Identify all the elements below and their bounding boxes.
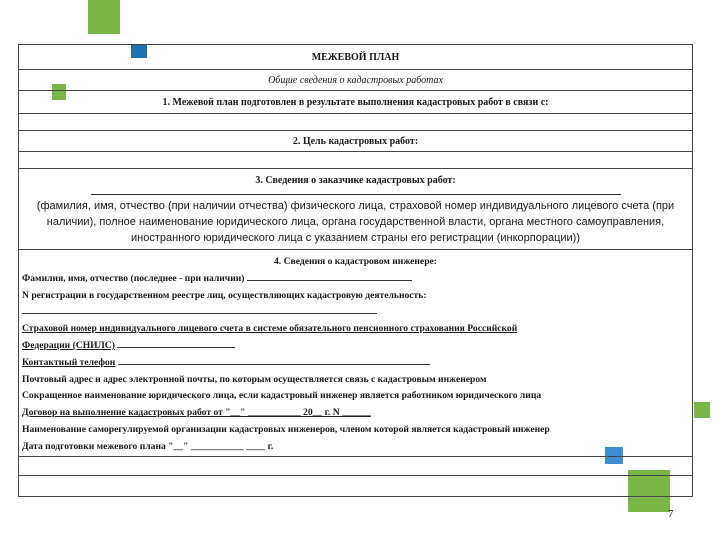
contract-line: Договор на выполнение кадастровых работ от "__" ___________ 20__ г. N ______ bbox=[22, 407, 371, 419]
section-1-field bbox=[19, 114, 693, 131]
registry-blank bbox=[22, 304, 377, 314]
decor-square-green-top bbox=[88, 0, 120, 34]
snils-line-1: Страховой номер индивидуального лицевого счета в системе обязательного пенсионного страхования Российской bbox=[22, 323, 518, 335]
phone-row bbox=[22, 355, 689, 372]
phone-blank bbox=[118, 355, 430, 365]
section-4-block bbox=[19, 250, 693, 457]
section-2-field bbox=[19, 152, 693, 169]
page-number: 7 bbox=[668, 508, 674, 520]
plan-date-line: Дата подготовки межевого плана "__" ___________ ____ г. bbox=[22, 440, 274, 452]
mezhevoy-plan-form bbox=[18, 44, 693, 497]
registry-blank-line bbox=[22, 304, 689, 321]
phone-label: Контактный телефон bbox=[22, 356, 116, 368]
section-4-heading: 4. Сведения о кадастровом инженере: bbox=[274, 256, 437, 267]
snils-line-2: Федерации (СНИЛС) bbox=[22, 339, 115, 351]
snils-blank bbox=[117, 338, 235, 348]
form-title: МЕЖЕВОЙ ПЛАН bbox=[19, 45, 693, 70]
engineer-name-blank bbox=[247, 271, 412, 281]
form-subtitle: Общие сведения о кадастровых работах bbox=[19, 70, 693, 91]
customer-blank-line bbox=[91, 188, 621, 195]
section-2-heading: 2. Цель кадастровых работ: bbox=[19, 131, 693, 152]
engineer-name-line bbox=[22, 271, 689, 288]
engineer-name-label: Фамилия, имя, отчество (последнее - при наличии) bbox=[22, 272, 245, 284]
organization-line: Сокращенное наименование юридического лица, если кадастровый инженер является работником юридического лица bbox=[22, 390, 542, 402]
registry-line: N регистрации в государственном реестре лиц, осуществляющих кадастровую деятельность: bbox=[22, 289, 427, 301]
snils-line-2-row bbox=[22, 338, 689, 355]
decor-square-green-right bbox=[694, 402, 710, 418]
section-3-description: (фамилия, имя, отчество (при наличии отчества) физического лица, страховой номер индивидуального лицевого счета (при наличии), полное наименование юридического лица, органа государственной власти, органа местного самоуправления, иностранного юридического лица с указанием страны его регистрации (инкорпорации)) bbox=[36, 200, 675, 244]
section-1-heading: 1. Межевой план подготовлен в результате выполнения кадастровых работ в связи с: bbox=[19, 91, 693, 114]
form-footer-row bbox=[19, 475, 693, 496]
address-line: Почтовый адрес и адрес электронной почты, по которым осуществляется связь с кадастровым инженером bbox=[22, 373, 487, 385]
sro-line: Наименование саморегулируемой организации кадастровых инженеров, членом которой является кадастровый инженер bbox=[22, 423, 550, 435]
section-4-bottom-field bbox=[19, 456, 693, 475]
section-3-block bbox=[19, 169, 693, 250]
section-3-heading: 3. Сведения о заказчике кадастровых работ: bbox=[255, 175, 456, 186]
